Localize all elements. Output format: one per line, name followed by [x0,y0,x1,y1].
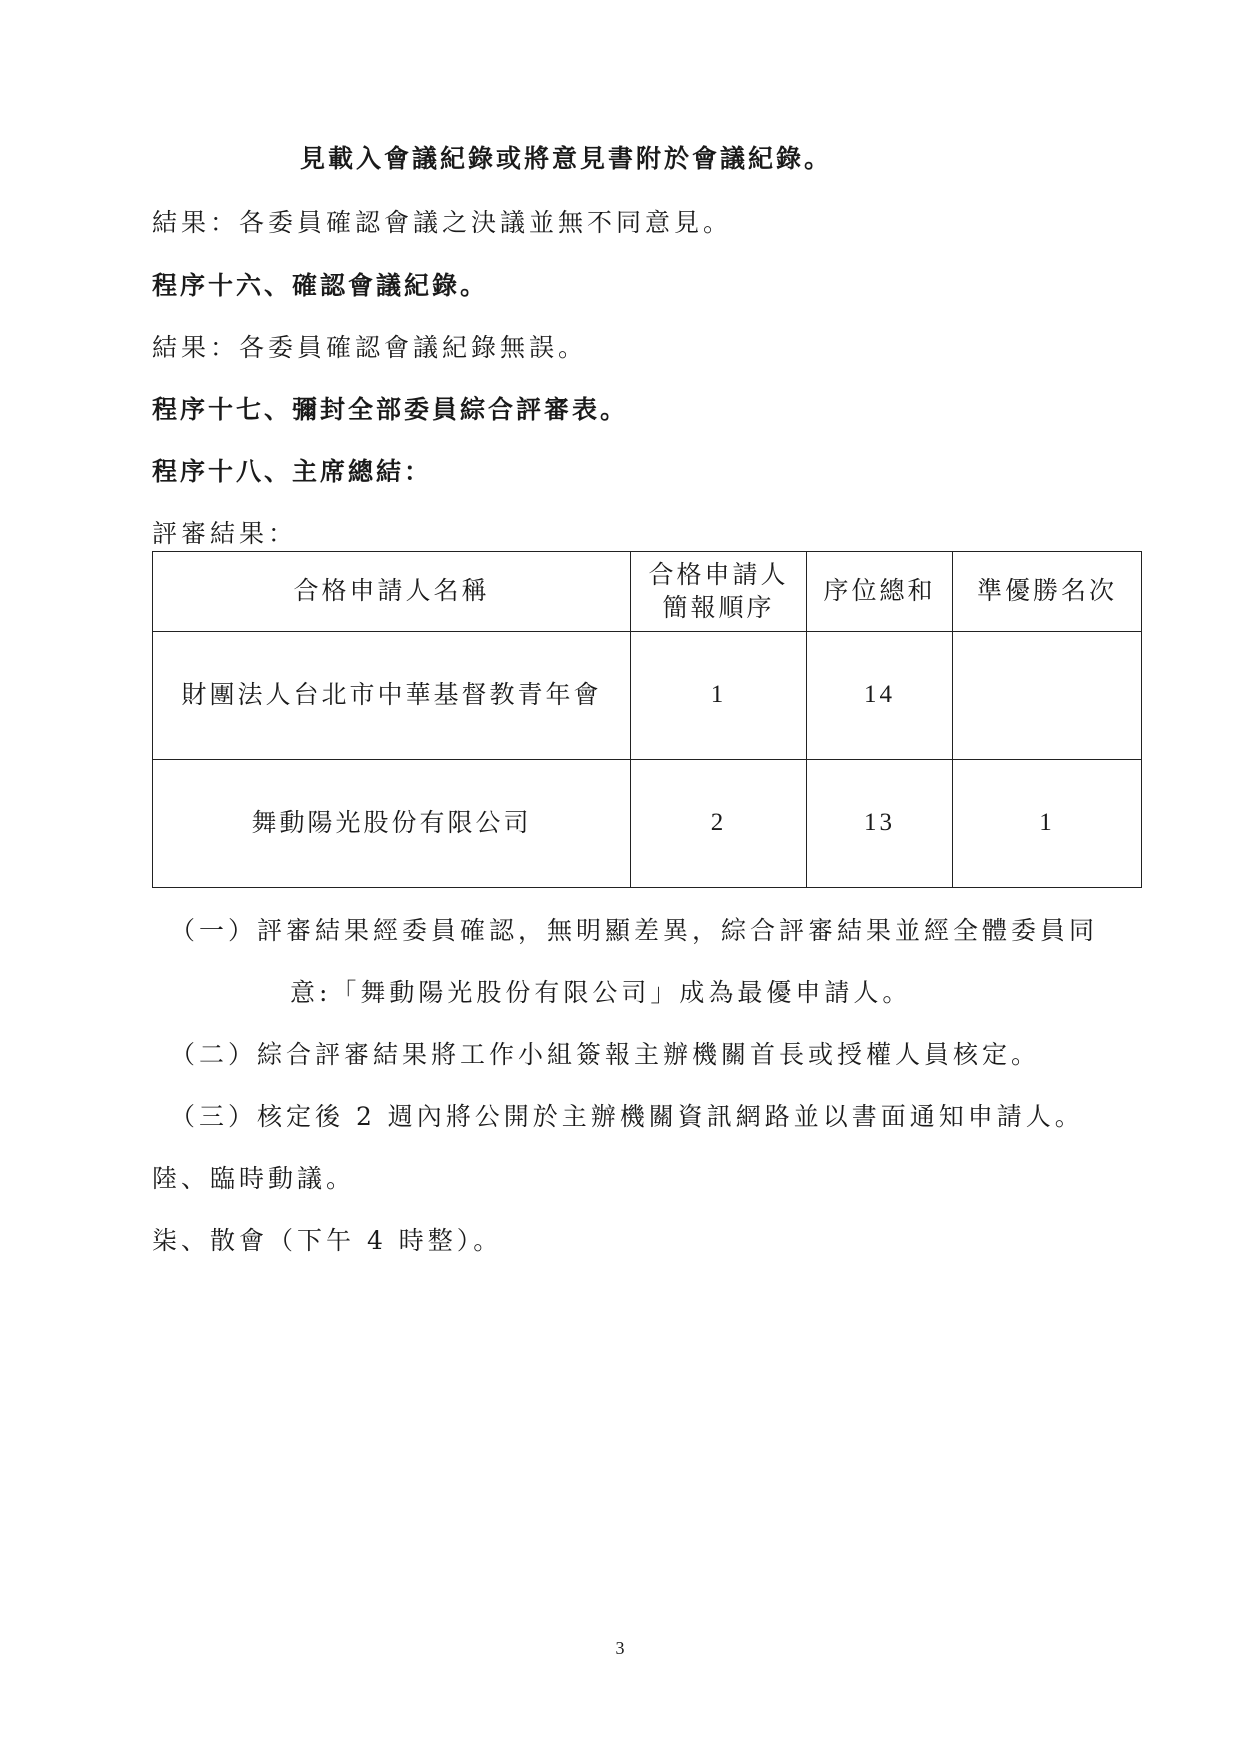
header-runner-up: 準優勝名次 [953,552,1142,632]
cell-applicant-name: 財團法人台北市中華基督教青年會 [153,632,631,760]
procedure-16-heading: 程序十六、確認會議紀錄。 [152,271,489,300]
note-2: （二）綜合評審結果將工作小組簽報主辦機關首長或授權人員核定。 [170,1040,1041,1069]
header-order-line2: 簡報順序 [662,592,775,622]
cell-rank-sum: 14 [807,632,953,760]
cell-runner-up: 1 [953,760,1142,888]
cell-order: 1 [631,632,807,760]
header-applicant-name: 合格申請人名稱 [153,552,631,632]
result-16: 結果：各委員確認會議紀錄無誤。 [152,333,588,362]
header-order-line1: 合格申請人 [648,560,789,589]
page-number: 3 [615,1638,625,1658]
table-header-row [153,552,1142,632]
review-results-label: 評審結果： [152,519,298,548]
cell-applicant-name: 舞動陽光股份有限公司 [153,760,631,888]
section-7-adjournment: 柒、散會（下午 4 時整）。 [152,1226,503,1255]
procedure-17-heading: 程序十七、彌封全部委員綜合評審表。 [152,395,629,424]
continued-heading-text: 見載入會議紀錄或將意見書附於會議紀錄。 [300,144,833,173]
cell-rank-sum: 13 [807,760,953,888]
header-presentation-order [631,552,807,632]
header-rank-sum: 序位總和 [807,552,953,632]
table-row [153,632,1142,760]
cell-order: 2 [631,760,807,888]
section-6-extraordinary-motions: 陸、臨時動議。 [152,1164,356,1193]
procedure-18-heading: 程序十八、主席總結： [152,457,433,486]
result-16-pre: 結果：各委員確認會議之決議並無不同意見。 [152,208,733,237]
note-1-line1: （一）評審結果經委員確認，無明顯差異，綜合評審結果並經全體委員同 [170,916,1099,945]
note-1-line2: 意:「舞動陽光股份有限公司」成為最優申請人。 [290,978,912,1007]
cell-runner-up [953,632,1142,760]
review-results-table [152,551,1142,888]
table-row [153,760,1142,888]
note-3: （三）核定後 2 週內將公開於主辦機關資訊網路並以書面通知申請人。 [170,1102,1084,1131]
